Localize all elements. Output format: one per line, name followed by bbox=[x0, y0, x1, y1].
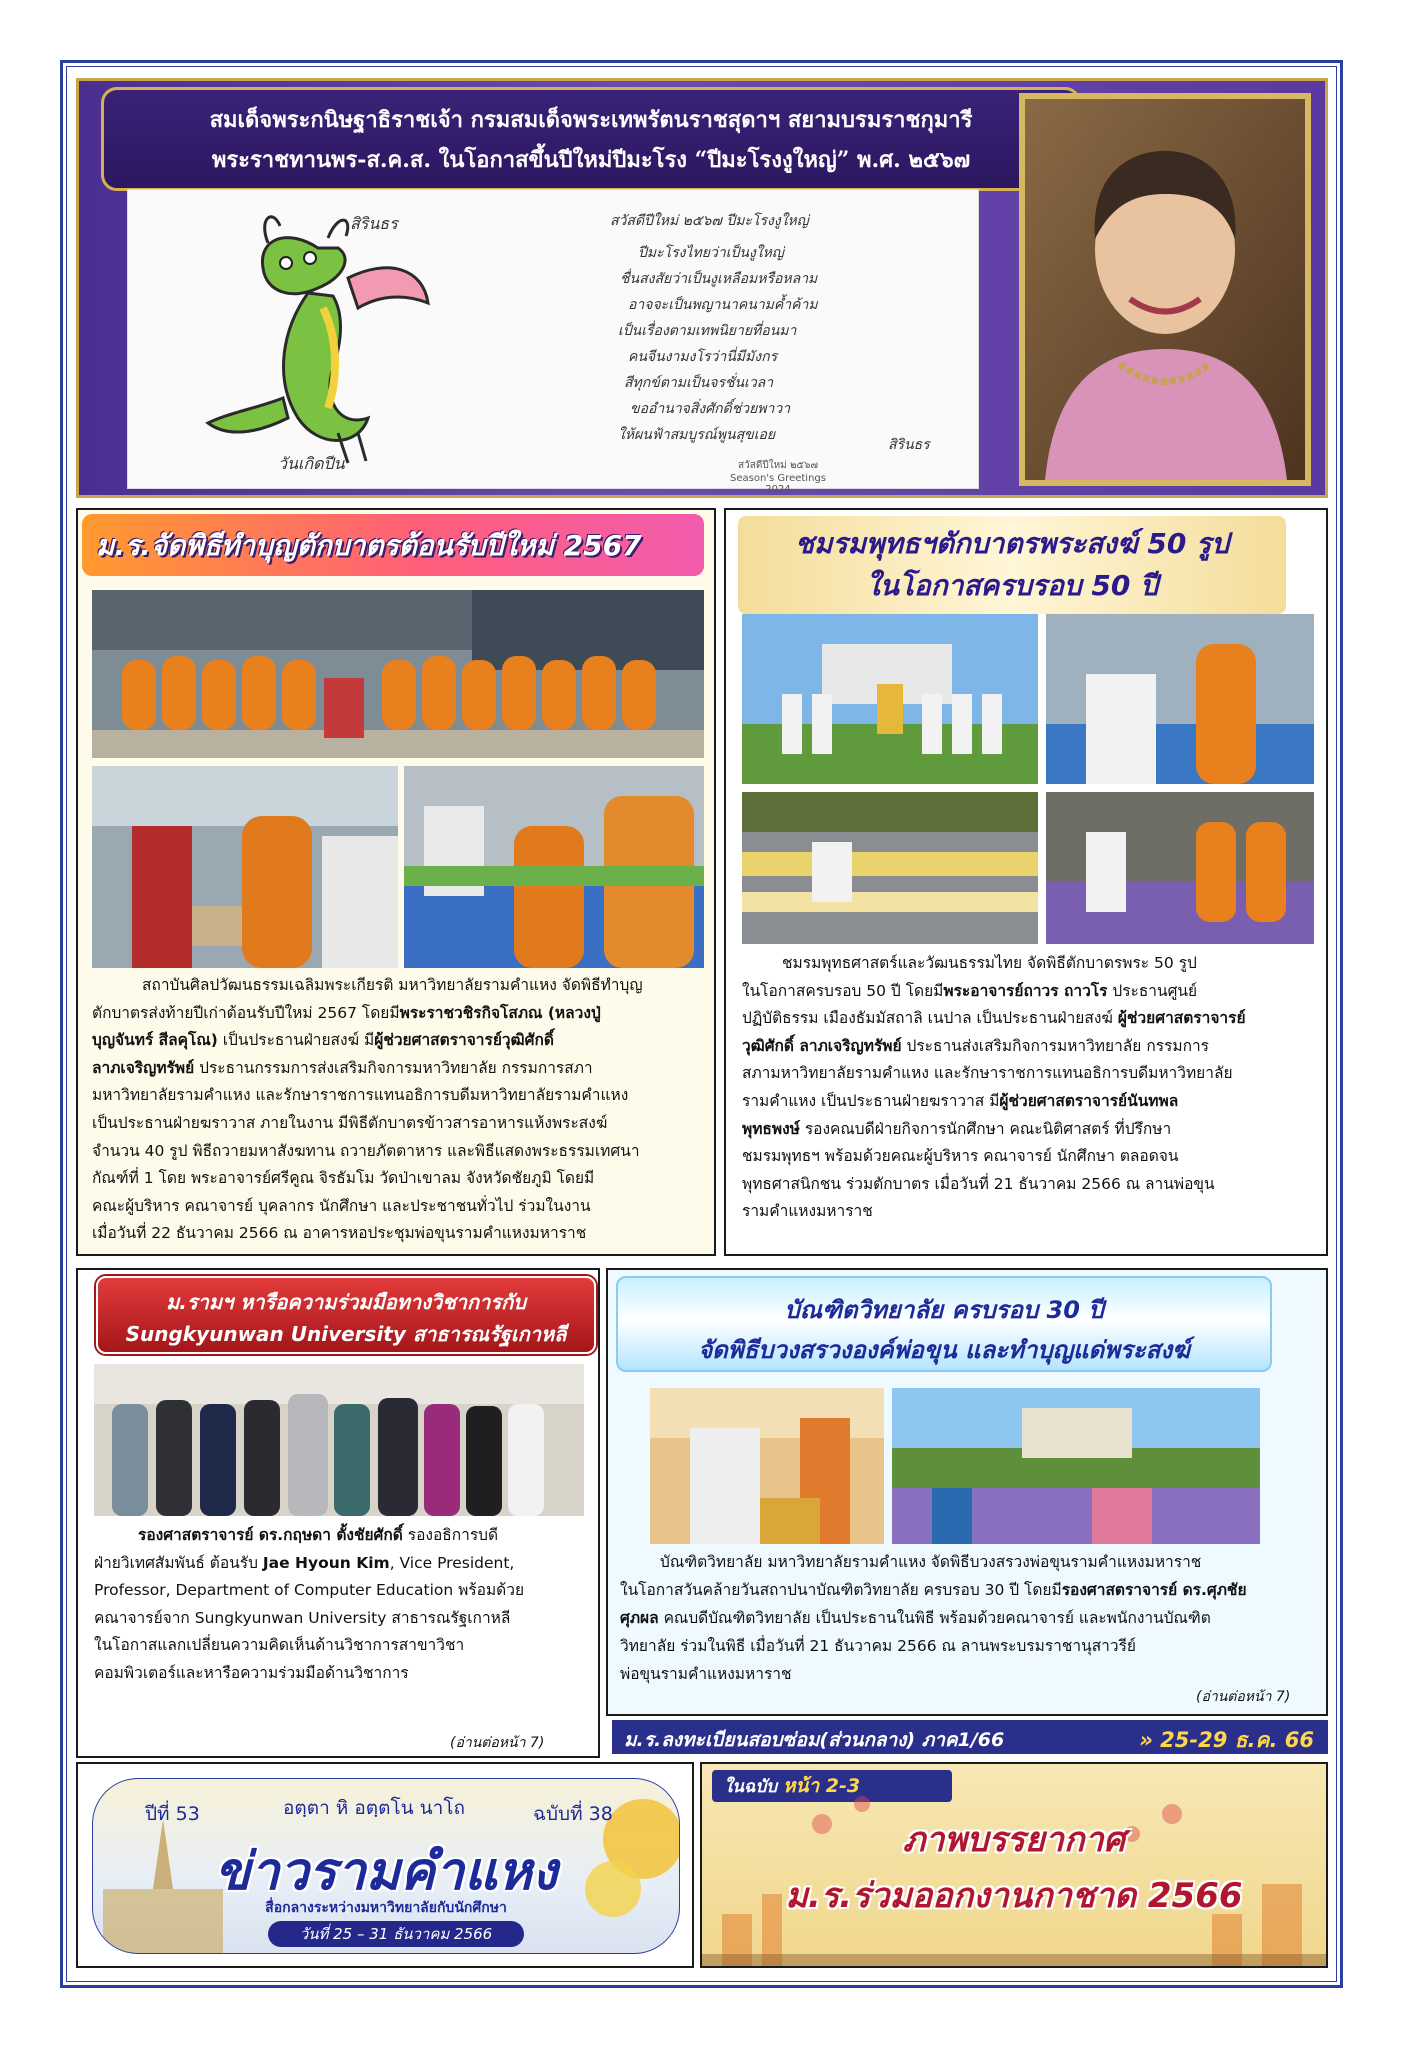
masthead-frame bbox=[92, 1778, 680, 1954]
text-run: สถาบันศิลปวัฒนธรรมเฉลิมพระเกียรติ มหาวิทยาลัยรามคำแหง จัดพิธีทำบุญ bbox=[142, 976, 643, 994]
portrait-image bbox=[1025, 99, 1305, 480]
buddhist-line bbox=[742, 1033, 1314, 1061]
text-run: รองอธิการบดี bbox=[402, 1526, 499, 1544]
text-run-bold: ผู้ช่วยศาสตราจารย์วุฒิศักดิ์ bbox=[374, 1031, 554, 1050]
masthead-subtitle: สื่อกลางระหว่างมหาวิทยาลัยกับนักศึกษา bbox=[265, 1900, 507, 1916]
card-footer-thai: สวัสดีปีใหม่ ๒๕๖๗ bbox=[738, 460, 818, 471]
merit-ceremony-article bbox=[76, 508, 716, 1256]
text-run: คณบดีบัณฑิตวิทยาลัย เป็นประธานในพิธี พร้อมด้วยคณาจารย์ และพนักงานบัณฑิต bbox=[658, 1609, 1211, 1627]
text-run: ตักบาตรส่งท้ายปีเก่าต้อนรับปีใหม่ 2567 โดยมี bbox=[92, 1003, 400, 1022]
card-poem bbox=[568, 190, 980, 490]
text-run-bold: ศุภผล bbox=[620, 1609, 659, 1627]
card-footer bbox=[718, 458, 838, 495]
text-run-bold: Jae Hyoun Kim bbox=[262, 1553, 390, 1572]
inside-headline-line1: ภาพบรรยากาศ bbox=[902, 1820, 1126, 1860]
buddhist-photo-1 bbox=[742, 614, 1038, 784]
text-run: เป็นประธานฝ่ายสงฆ์ มี bbox=[217, 1031, 375, 1050]
buddhist-body bbox=[742, 950, 1314, 1226]
masthead-title: ข่าวรามคำแหง bbox=[214, 1842, 558, 1902]
text-run-bold: พุทธพงษ์ bbox=[742, 1119, 800, 1138]
card-signature: สิรินธร bbox=[888, 437, 930, 453]
text-run-bold: บุญจันทร์ สีลคุโณ) bbox=[92, 1031, 218, 1050]
dragon-caption: วันเกิดปีน bbox=[278, 454, 345, 473]
sungkyunwan-body bbox=[94, 1522, 584, 1687]
buddhist-line: รามคำแหงมหาราช bbox=[742, 1202, 873, 1221]
merit-line bbox=[92, 972, 704, 1000]
sungkyunwan-read-more[interactable]: (อ่านต่อหน้า 7) bbox=[450, 1735, 545, 1751]
graduate-group-photo bbox=[892, 1388, 1260, 1544]
buddhist-photo-2 bbox=[1046, 614, 1314, 784]
strip-text: ม.ร.ลงทะเบียนสอบซ่อม(ส่วนกลาง) ภาค1/66 bbox=[624, 1729, 1005, 1751]
merit-line bbox=[92, 1027, 704, 1055]
merit-line: เป็นประธานฝ่ายฆราวาส ภายในงาน มีพิธีตักบาตรข้าวสารอาหารแห้งพระสงฆ์ bbox=[92, 1113, 608, 1132]
masthead-date: วันที่ 25 – 31 ธันวาคม 2566 bbox=[268, 1921, 524, 1947]
buddhist-line: สภามหาวิทยาลัยรามคำแหง และรักษาราชการแทนอธิการบดีมหาวิทยาลัย bbox=[742, 1064, 1233, 1083]
text-run: ปฏิบัติธรรม เมืองธัมมัสถาลิ เนปาล เป็นประธานฝ่ายสงฆ์ bbox=[742, 1009, 1118, 1028]
graduate-body bbox=[620, 1548, 1316, 1688]
dragon-drawing bbox=[168, 208, 498, 478]
princess-portrait bbox=[1019, 93, 1311, 486]
alms-giving-photo-2 bbox=[404, 766, 704, 968]
text-run: ประธานศูนย์ bbox=[1107, 981, 1198, 1000]
alms-giving-photo-1 bbox=[92, 766, 398, 968]
sungkyunwan-article bbox=[76, 1268, 600, 1758]
merit-headline-banner bbox=[82, 514, 704, 576]
card-line: สวัสดีปีใหม่ ๒๕๖๗ ปีมะโรงงูใหญ่ bbox=[610, 213, 809, 229]
text-run: ประธานส่งเสริมกิจการมหาวิทยาลัย กรรมการ bbox=[901, 1036, 1209, 1055]
monks-group-photo bbox=[92, 590, 704, 758]
sungkyunwan-group-photo bbox=[94, 1364, 584, 1516]
masthead-year: ปีที่ 53 bbox=[145, 1803, 200, 1825]
graduate-line bbox=[620, 1604, 1316, 1632]
graduate-line: พ่อขุนรามคำแหงมหาราช bbox=[620, 1665, 792, 1683]
text-run: รามคำแหง เป็นประธานฝ่ายฆราวาส มี bbox=[742, 1091, 1000, 1110]
buddhist-line bbox=[742, 1005, 1314, 1033]
merit-body bbox=[92, 972, 704, 1248]
text-run-bold: พระราชวชิรกิจโสภณ (หลวงปู่ bbox=[399, 1003, 601, 1022]
sungkyunwan-line: คณาจารย์จาก Sungkyunwan University สาธารณรัฐเกาหลี bbox=[94, 1608, 511, 1627]
exam-registration-strip bbox=[612, 1720, 1328, 1754]
card-line: เป็นเรื่องตามเทพนิยายที่อนมา bbox=[618, 323, 797, 339]
card-line: สีทุกข์ตามเป็นจรชั่นเวลา bbox=[624, 375, 774, 391]
card-line: ปีมะโรงไทยว่าเป็นงูใหญ่ bbox=[638, 245, 784, 261]
graduate-line: บัณฑิตวิทยาลัย มหาวิทยาลัยรามคำแหง จัดพิธีบวงสรวงพ่อขุนรามคำแหงมหาราช bbox=[660, 1553, 1202, 1571]
card-line: ขออำนาจสิ่งศักดิ์ช่วยพาวา bbox=[630, 401, 791, 417]
card-line: คนจีนงามงโรว่านี่มีมังกร bbox=[628, 349, 778, 365]
graduate-ceremony-photo bbox=[650, 1388, 884, 1544]
masthead-issue: ฉบับที่ 38 bbox=[533, 1803, 613, 1825]
new-year-card bbox=[127, 189, 979, 495]
buddhist-headline-line2: ในโอกาสครบรอบ 50 ปี bbox=[866, 569, 1158, 602]
buddhist-photo-3 bbox=[742, 792, 1038, 944]
double-arrow-icon: » bbox=[1139, 1728, 1153, 1752]
inside-headline-line2: ม.ร.ร่วมออกงานกาชาด 2566 bbox=[785, 1876, 1243, 1916]
text-run-bold: ผู้ช่วยศาสตราจารย์นันทพล bbox=[999, 1091, 1179, 1110]
card-line: อาจจะเป็นพญานาคนามค้ำค้าม bbox=[628, 297, 818, 313]
dragon-signature: สิรินธร bbox=[350, 214, 398, 233]
sungkyunwan-line bbox=[94, 1522, 584, 1550]
card-line: ให้ผนฟ้าสมบูรณ์พูนสุขเอย bbox=[618, 427, 776, 443]
inside-issue-box[interactable] bbox=[700, 1762, 1328, 1968]
text-run-bold: พระอาจารย์ถาวร ถาวโร bbox=[943, 981, 1108, 1000]
buddhist-headline-banner bbox=[738, 516, 1286, 614]
strip-dates bbox=[1139, 1724, 1314, 1757]
buddhist-line bbox=[742, 978, 1314, 1006]
newspaper-masthead bbox=[76, 1762, 694, 1968]
buddhist-line: ชมรมพุทธฯ พร้อมด้วยคณะผู้บริหาร คณาจารย์ นักศึกษา ตลอดจน bbox=[742, 1147, 1179, 1166]
text-run-bold: ผู้ช่วยศาสตราจารย์ bbox=[1117, 1009, 1246, 1028]
text-run: ประธานกรรมการส่งเสริมกิจการมหาวิทยาลัย กรรมการสภา bbox=[194, 1058, 593, 1077]
card-footer-english: Season's Greetings 2024 bbox=[730, 473, 826, 495]
merit-line: กัณฑ์ที่ 1 โดย พระอาจารย์ศรีคูณ จิรธัมโม วัดป่าเขาลม จังหวัดชัยภูมิ โดยมี bbox=[92, 1169, 595, 1188]
text-run: ในโอกาสวันคล้ายวันสถาปนาบัณฑิตวิทยาลัย ครบรอบ 30 ปี โดยมี bbox=[620, 1581, 1062, 1599]
sungkyunwan-headline-line2: Sungkyunwan University สาธารณรัฐเกาหลี bbox=[125, 1322, 567, 1346]
buddhist-line: ชมรมพุทธศาสตร์และวัฒนธรรมไทย จัดพิธีตักบาตรพระ 50 รูป bbox=[782, 954, 1197, 972]
graduate-line: วิทยาลัย ร่วมในพิธี เมื่อวันที่ 21 ธันวาคม 2566 ณ ลานพระบรมราชานุสาวรีย์ bbox=[620, 1637, 1136, 1655]
royal-headline bbox=[101, 87, 1081, 191]
graduate-headline-line1: บัณฑิตวิทยาลัย ครบรอบ 30 ปี bbox=[784, 1296, 1104, 1324]
merit-line bbox=[92, 1000, 704, 1028]
graduate-headline-line2: จัดพิธีบวงสรวงองค์พ่อขุน และทำบุญแด่พระสงฆ์ bbox=[698, 1336, 1190, 1364]
graduate-line bbox=[620, 1576, 1316, 1604]
graduate-headline-banner bbox=[616, 1276, 1272, 1372]
masthead-motto: อตฺตา หิ อตฺตโน นาโถ bbox=[283, 1797, 466, 1819]
royal-greeting-section bbox=[76, 78, 1328, 498]
merit-line bbox=[92, 1055, 704, 1083]
sungkyunwan-headline-line1: ม.รามฯ หารือความร่วมมือทางวิชาการกับ bbox=[166, 1290, 526, 1314]
buddhist-line bbox=[742, 1088, 1314, 1116]
sungkyunwan-line: Professor, Department of Computer Education พร้อมด้วย bbox=[94, 1581, 525, 1599]
strip-date-range: 25-29 ธ.ค. 66 bbox=[1160, 1728, 1314, 1752]
text-run: , Vice President, bbox=[389, 1553, 515, 1572]
merit-line: เมื่อวันที่ 22 ธันวาคม 2566 ณ อาคารหอประชุมพ่อขุนรามคำแหงมหาราช bbox=[92, 1224, 587, 1243]
text-run: รองคณบดีฝ่ายกิจการนักศึกษา คณะนิติศาสตร์ ที่ปรึกษา bbox=[799, 1119, 1172, 1138]
text-run: ในโอกาสครบรอบ 50 ปี โดยมี bbox=[742, 981, 944, 1000]
buddhist-headline-line1: ชมรมพุทธฯตักบาตรพระสงฆ์ 50 รูป bbox=[795, 527, 1229, 560]
text-run: ฝ่ายวิเทศสัมพันธ์ ต้อนรับ bbox=[94, 1553, 263, 1572]
text-run-bold: รองศาสตราจารย์ ดร.กฤษดา ตั้งชัยศักดิ์ bbox=[138, 1526, 403, 1544]
royal-headline-line1: สมเด็จพระกนิษฐาธิราชเจ้า กรมสมเด็จพระเทพรัตนราชสุดาฯ สยามบรมราชกุมารี bbox=[209, 107, 973, 133]
text-run-bold: รองศาสตราจารย์ ดร.ศุภชัย bbox=[1061, 1581, 1247, 1599]
text-run-bold: วุฒิศักดิ์ ลาภเจริญทรัพย์ bbox=[742, 1036, 902, 1055]
fair-decoration bbox=[702, 1764, 1328, 1968]
merit-line: มหาวิทยาลัยรามคำแหง และรักษาราชการแทนอธิการบดีมหาวิทยาลัยรามคำแหง bbox=[92, 1086, 629, 1105]
buddhist-line: พุทธศาสนิกชน ร่วมตักบาตร เมื่อวันที่ 21 ธันวาคม 2566 ณ ลานพ่อขุน bbox=[742, 1174, 1215, 1193]
royal-headline-line2: พระราชทานพร-ส.ค.ส. ในโอกาสขึ้นปีใหม่ปีมะโรง “ปีมะโรงงูใหญ่” พ.ศ. ๒๕๖๗ bbox=[211, 147, 971, 173]
merit-line: จำนวน 40 รูป พิธีถวายมหาสังฆทาน ถวายภัตตาหาร และพิธีแสดงพระธรรมเทศนา bbox=[92, 1141, 640, 1160]
sungkyunwan-line: ในโอกาสแลกเปลี่ยนความคิดเห็นด้านวิชาการสาขาวิชา bbox=[94, 1636, 465, 1654]
merit-line: คณะผู้บริหาร คณาจารย์ บุคลากร นักศึกษา และประชาชนทั่วไป ร่วมในงาน bbox=[92, 1196, 591, 1215]
text-run-bold: ลาภเจริญทรัพย์ bbox=[92, 1058, 195, 1077]
sungkyunwan-line bbox=[94, 1550, 584, 1578]
buddhist-club-article bbox=[724, 508, 1328, 1256]
buddhist-photo-4 bbox=[1046, 792, 1314, 944]
inside-tag-page: หน้า 2-3 bbox=[783, 1775, 861, 1797]
graduate-read-more[interactable]: (อ่านต่อหน้า 7) bbox=[1196, 1689, 1291, 1705]
buddhist-line bbox=[742, 1116, 1314, 1144]
sungkyunwan-headline-banner bbox=[96, 1276, 596, 1354]
inside-tag-label: ในฉบับ bbox=[724, 1777, 778, 1797]
merit-headline: ม.ร.จัดพิธีทำบุญตักบาตรต้อนรับปีใหม่ 2567 bbox=[96, 529, 642, 562]
graduate-school-article bbox=[606, 1268, 1328, 1716]
sungkyunwan-line: คอมพิวเตอร์และหารือความร่วมมือด้านวิชาการ bbox=[94, 1663, 409, 1682]
card-line: ชื่นสงสัยว่าเป็นงูเหลือมหรือหลาม bbox=[620, 271, 818, 287]
